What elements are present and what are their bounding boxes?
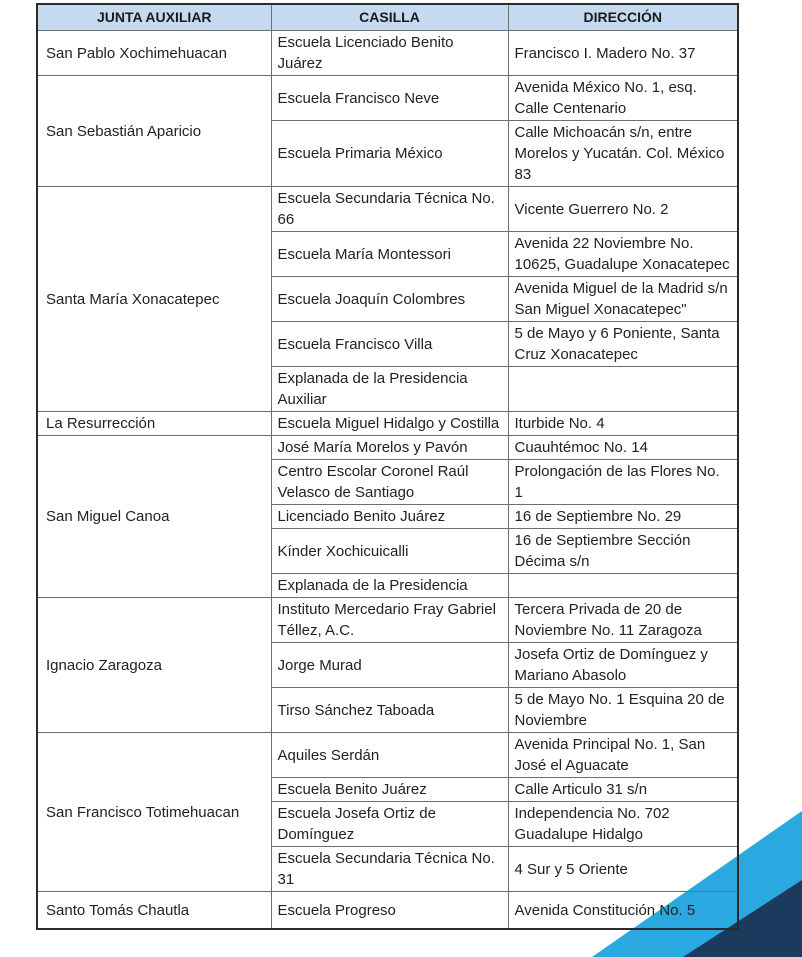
casilla-cell: Escuela Progreso (271, 892, 508, 930)
casilla-cell: Explanada de la Presidencia (271, 574, 508, 598)
direccion-cell: 16 de Septiembre Sección Décima s/n (508, 529, 738, 574)
casilla-cell: Tirso Sánchez Taboada (271, 688, 508, 733)
direccion-cell: 5 de Mayo y 6 Poniente, Santa Cruz Xonacatepec (508, 322, 738, 367)
table-row (37, 76, 738, 121)
header-casilla: CASILLA (271, 4, 508, 31)
header-direccion: DIRECCIÓN (508, 4, 738, 31)
casilla-cell: Centro Escolar Coronel Raúl Velasco de Santiago (271, 460, 508, 505)
junta-auxiliar-cell: Ignacio Zaragoza (37, 598, 271, 733)
direccion-cell: Tercera Privada de 20 de Noviembre No. 11 Zaragoza (508, 598, 738, 643)
direccion-cell: Calle Articulo 31 s/n (508, 778, 738, 802)
direccion-cell: Prolongación de las Flores No. 1 (508, 460, 738, 505)
junta-auxiliar-cell: Santo Tomás Chautla (37, 892, 271, 930)
direccion-cell (508, 367, 738, 412)
junta-auxiliar-cell: San Pablo Xochimehuacan (37, 31, 271, 76)
casilla-cell: Licenciado Benito Juárez (271, 505, 508, 529)
table-row (37, 436, 738, 460)
direccion-cell: Avenida México No. 1, esq. Calle Centenario (508, 76, 738, 121)
casilla-cell: Escuela Josefa Ortiz de Domínguez (271, 802, 508, 847)
junta-auxiliar-cell: San Miguel Canoa (37, 436, 271, 598)
direccion-cell: Avenida Miguel de la Madrid s/n San Miguel Xonacatepec" (508, 277, 738, 322)
table-row (37, 598, 738, 643)
header-row (37, 4, 738, 31)
table-body (37, 31, 738, 930)
casilla-cell: Escuela Francisco Villa (271, 322, 508, 367)
direccion-cell: Cuauhtémoc No. 14 (508, 436, 738, 460)
polling-locations-table (36, 3, 739, 930)
direccion-cell: Josefa Ortiz de Domínguez y Mariano Abasolo (508, 643, 738, 688)
casilla-cell: Escuela Secundaria Técnica No. 66 (271, 187, 508, 232)
junta-auxiliar-cell: Santa María Xonacatepec (37, 187, 271, 412)
direccion-cell: 4 Sur y 5 Oriente (508, 847, 738, 892)
casilla-cell: Escuela María Montessori (271, 232, 508, 277)
header-junta-auxiliar: JUNTA AUXILIAR (37, 4, 271, 31)
table-row (37, 412, 738, 436)
table-row (37, 892, 738, 930)
junta-auxiliar-cell: La Resurrección (37, 412, 271, 436)
casilla-cell: Escuela Secundaria Técnica No. 31 (271, 847, 508, 892)
direccion-cell: Iturbide No. 4 (508, 412, 738, 436)
polling-locations-table-wrap (36, 3, 737, 930)
table-row (37, 31, 738, 76)
direccion-cell: Vicente Guerrero No. 2 (508, 187, 738, 232)
direccion-cell: 16 de Septiembre No. 29 (508, 505, 738, 529)
casilla-cell: Aquiles Serdán (271, 733, 508, 778)
direccion-cell: Avenida Principal No. 1, San José el Aguacate (508, 733, 738, 778)
casilla-cell: José María Morelos y Pavón (271, 436, 508, 460)
casilla-cell: Escuela Francisco Neve (271, 76, 508, 121)
casilla-cell: Instituto Mercedario Fray Gabriel Téllez, A.C. (271, 598, 508, 643)
direccion-cell: Avenida Constitución No. 5 (508, 892, 738, 930)
casilla-cell: Kínder Xochicuicalli (271, 529, 508, 574)
junta-auxiliar-cell: San Sebastián Aparicio (37, 76, 271, 187)
casilla-cell: Escuela Primaria México (271, 121, 508, 187)
direccion-cell: Francisco I. Madero No. 37 (508, 31, 738, 76)
casilla-cell: Escuela Licenciado Benito Juárez (271, 31, 508, 76)
direccion-cell: 5 de Mayo No. 1 Esquina 20 de Noviembre (508, 688, 738, 733)
table-row (37, 733, 738, 778)
direccion-cell: Calle Michoacán s/n, entre Morelos y Yucatán. Col. México 83 (508, 121, 738, 187)
casilla-cell: Jorge Murad (271, 643, 508, 688)
table-row (37, 187, 738, 232)
casilla-cell: Escuela Joaquín Colombres (271, 277, 508, 322)
direccion-cell (508, 574, 738, 598)
direccion-cell: Avenida 22 Noviembre No. 10625, Guadalupe Xonacatepec (508, 232, 738, 277)
casilla-cell: Escuela Benito Juárez (271, 778, 508, 802)
casilla-cell: Explanada de la Presidencia Auxiliar (271, 367, 508, 412)
casilla-cell: Escuela Miguel Hidalgo y Costilla (271, 412, 508, 436)
direccion-cell: Independencia No. 702 Guadalupe Hidalgo (508, 802, 738, 847)
junta-auxiliar-cell: San Francisco Totimehuacan (37, 733, 271, 892)
